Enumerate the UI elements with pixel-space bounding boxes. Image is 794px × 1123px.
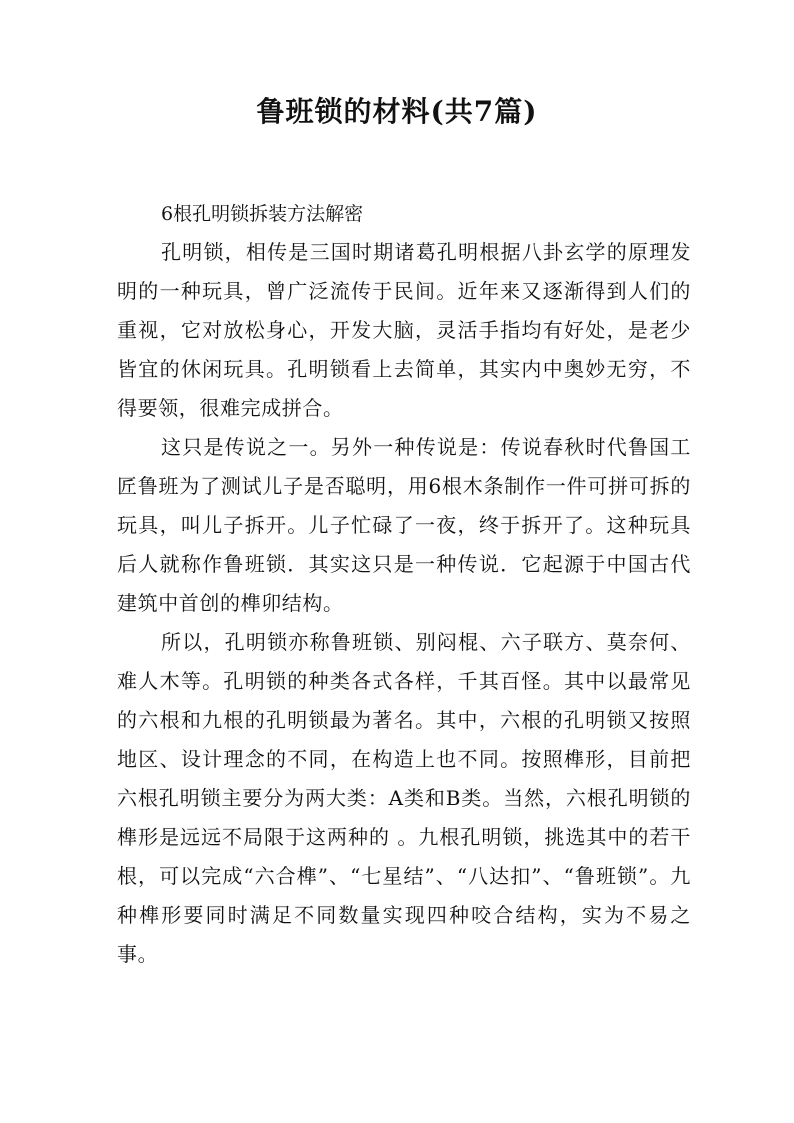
paragraph: 孔明锁，相传是三国时期诸葛孔明根据八卦玄学的原理发明的一种玩具，曾广泛流传于民间。近年来又逐渐得到人们的重视，它对放松身心，开发大脑，灵活手指均有好处，是老少皆宜的休闲玩具。孔明锁看上去简单，其实内中奥妙无穷，不得要领，很难完成拼合。 [117,240,691,420]
paragraph: 所以，孔明锁亦称鲁班锁、别闷棍、六子联方、莫奈何、难人木等。孔明锁的种类各式各样，千其百怪。其中以最常见的六根和九根的孔明锁最为著名。其中，六根的孔明锁又按照地区、设计理念的不同，在构造上也不同。按照榫形，目前把六根孔明锁主要分为两大类：A类和B类。当然，六根孔明锁的榫形是远远不局限于这两种的 。九根孔明锁，挑选其中的若干根，可以完成“六合榫”、“七星结”、“八达扣”、“鲁班锁”。九种榫形要同时满足不同数量实现四种咬合结构，实为不易之事。 [117,630,691,966]
document-body [117,195,691,974]
section-heading: 6根孔明锁拆装方法解密 [161,203,364,225]
document-title: 鲁班锁的材料(共7篇) [256,95,538,128]
paragraph: 这只是传说之一。另外一种传说是：传说春秋时代鲁国工匠鲁班为了测试儿子是否聪明，用6根木条制作一件可拼可拆的玩具，叫儿子拆开。儿子忙碌了一夜，终于拆开了。这种玩具后人就称作鲁班锁．其实这只是一种传说．它起源于中国古代建筑中首创的榫卯结构。 [117,435,691,615]
